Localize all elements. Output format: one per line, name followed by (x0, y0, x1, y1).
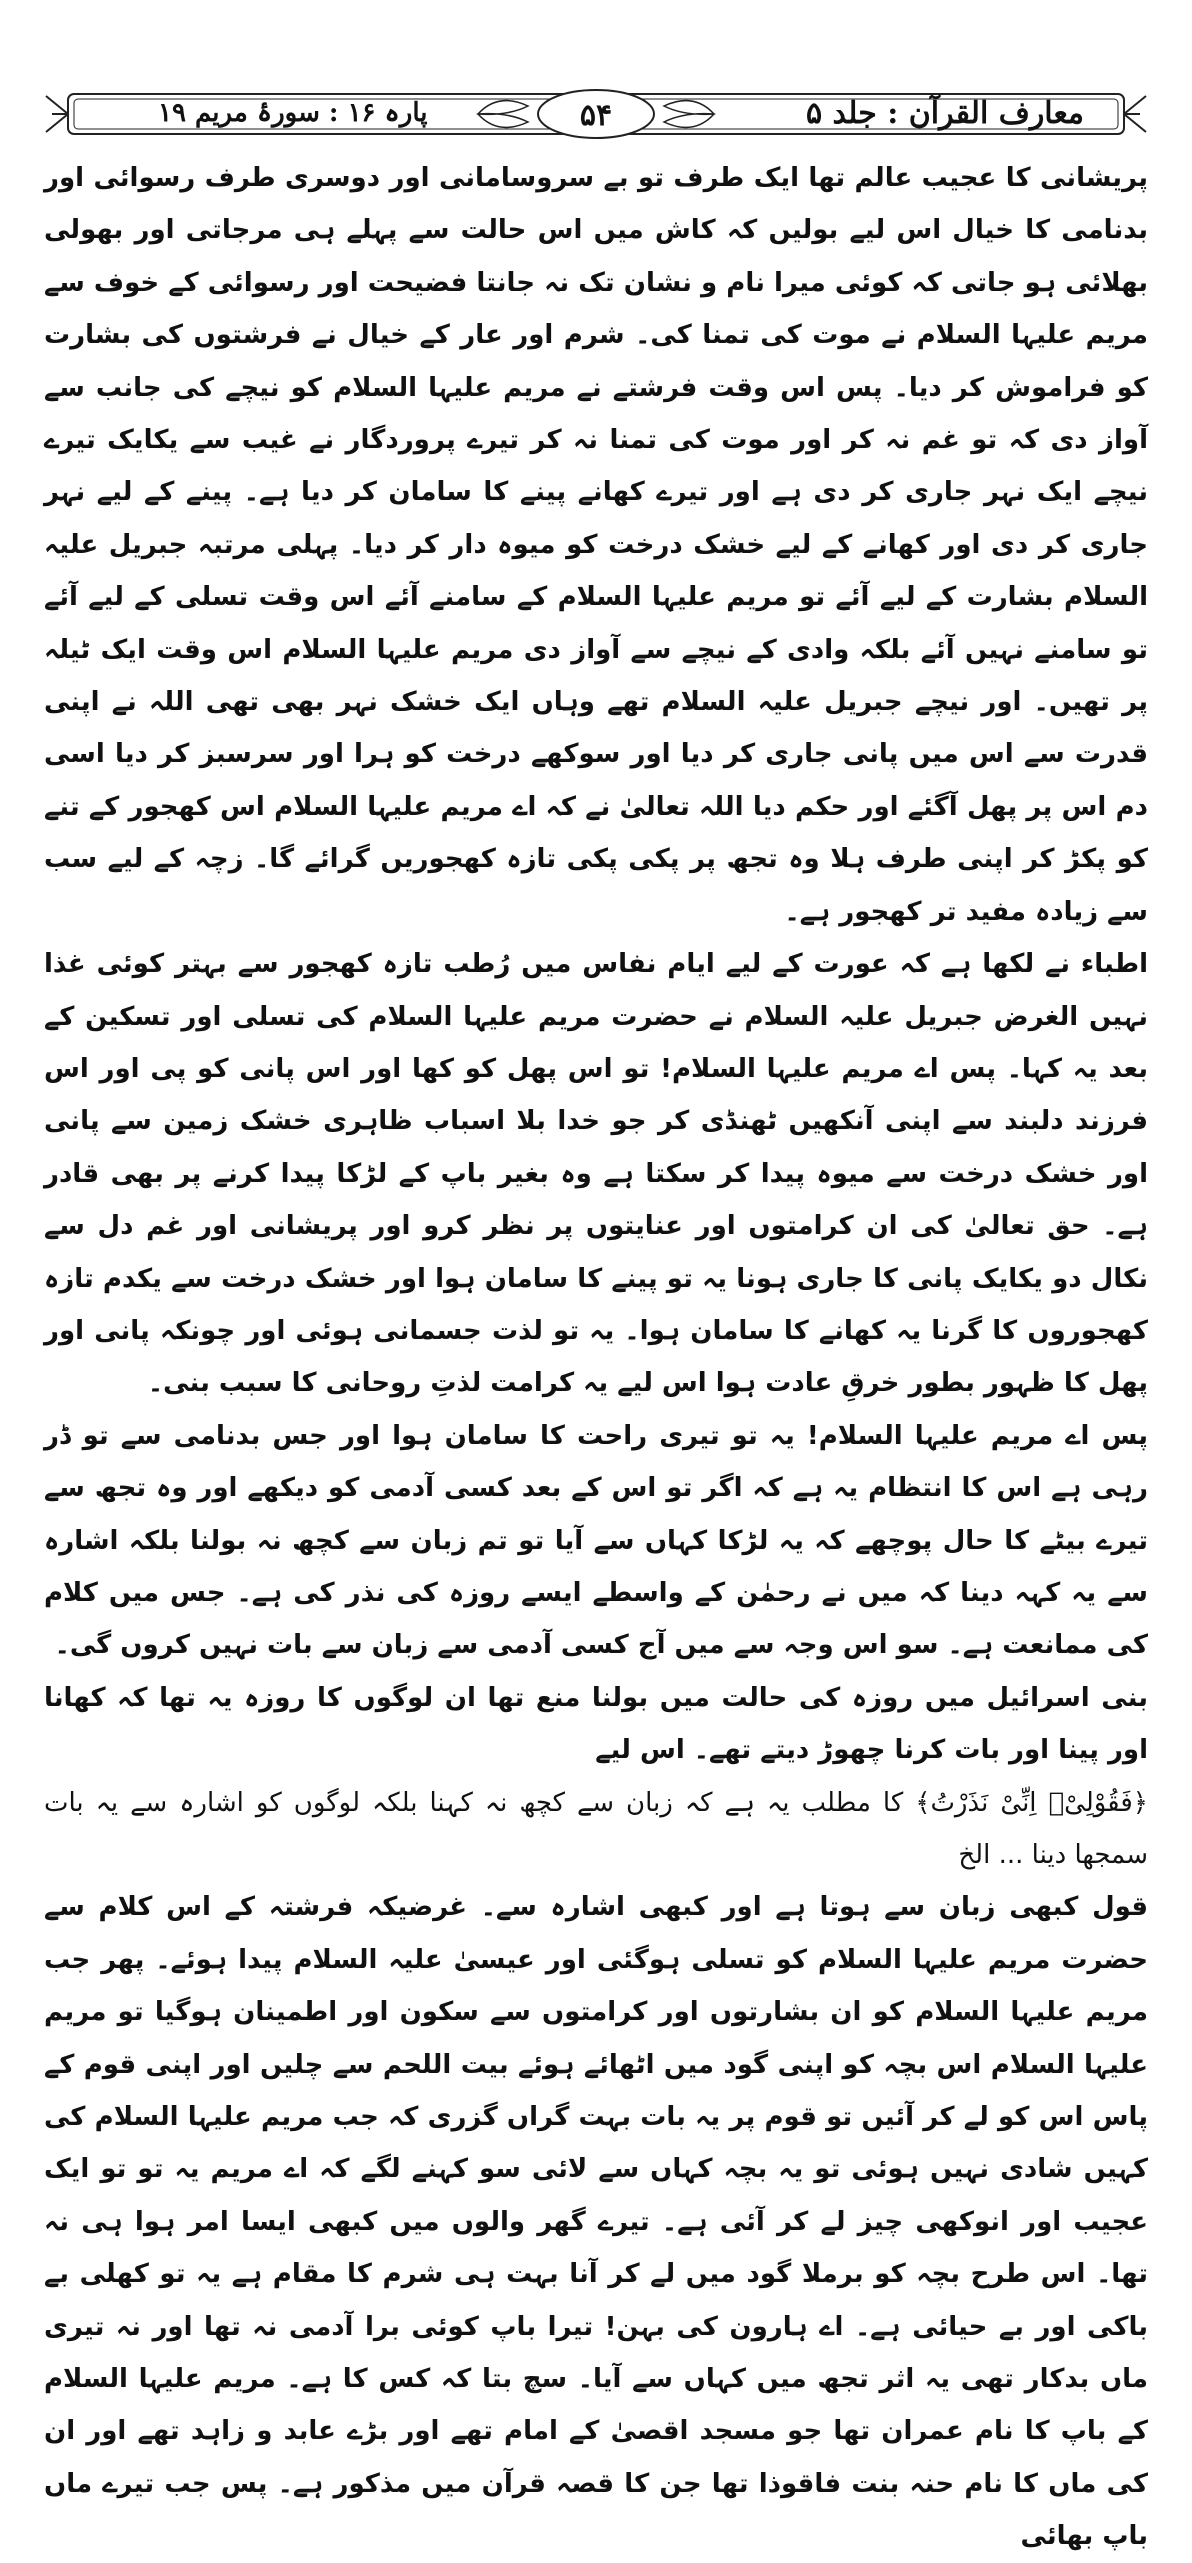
page-body (44, 152, 1148, 2563)
paragraph: پریشانی کا عجیب عالم تھا ایک طرف تو بے سروسامانی اور دوسری طرف رسوائی اور بدنامی کا خیال اس لیے بولیں کہ کاش میں اس حالت سے پہلے ہی مرجاتی اور بھولی بھلائی ہو جاتی کہ کوئی میرا نام و نشان تک نہ جانتا فضیحت اور رسوائی کے خوف سے مریم علیہا السلام نے موت کی تمنا کی۔ شرم اور عار کے خیال نے فرشتوں کی بشارت کو فراموش کر دیا۔ پس اس وقت فرشتے نے مریم علیہا السلام کو نیچے کی جانب سے آواز دی کہ تو غم نہ کر اور موت کی تمنا نہ کر تیرے پروردگار نے غیب سے یکایک تیرے نیچے ایک نہر جاری کر دی ہے اور تیرے کھانے پینے کا سامان کر دیا ہے۔ پینے کے لیے نہر جاری کر دی اور کھانے کے لیے خشک درخت کو میوہ دار کر دیا۔ پہلی مرتبہ جبریل علیہ السلام بشارت کے لیے آئے تو مریم علیہا السلام کے سامنے آئے اس وقت تسلی کے لیے آئے تو سامنے نہیں آئے بلکہ وادی کے نیچے سے آواز دی مریم علیہا السلام اس وقت ایک ٹیلہ پر تھیں۔ اور نیچے جبریل علیہ السلام تھے وہاں ایک خشک نہر بھی تھی اللہ نے اپنی قدرت سے اس میں پانی جاری کر دیا اور سوکھے درخت کو ہرا اور سرسبز کر دیا اسی دم اس پر پھل آگئے اور حکم دیا اللہ تعالیٰ نے کہ اے مریم علیہا السلام اس کھجور کے تنے کو پکڑ کر اپنی طرف ہلا وہ تجھ پر پکی پکی تازہ کھجوریں گرائے گا۔ زچہ کے لیے سب سے زیادہ مفید تر کھجور ہے۔ (44, 163, 1148, 927)
quran-quote-paragraph: ﴿فَقُوْلِیْۤ اِنِّیْ نَذَرْتُ﴾ کا مطلب یہ ہے کہ زبان سے کچھ نہ کہنا بلکہ لوگوں کو اشارہ سے یہ بات سمجھا دینا ... الخ (44, 1787, 1148, 1870)
paragraph: اطباء نے لکھا ہے کہ عورت کے لیے ایام نفاس میں رُطب تازہ کھجور سے بہتر کوئی غذا نہیں الغرض جبریل علیہ السلام نے حضرت مریم علیہا السلام کی تسلی اور تسکین کے بعد یہ کہا۔ پس اے مریم علیہا السلام! تو اس پھل کو کھا اور اس پانی کو پی اور اس فرزند دلبند سے اپنی آنکھیں ٹھنڈی کر جو خدا بلا اسباب ظاہری خشک زمین سے پانی اور خشک درخت سے میوہ پیدا کر سکتا ہے وہ بغیر باپ کے لڑکا پیدا کرنے پر بھی قادر ہے۔ حق تعالیٰ کی ان کرامتوں اور عنایتوں پر نظر کرو اور پریشانی اور غم دل سے نکال دو یکایک پانی کا جاری ہونا یہ تو پینے کا سامان ہوا اور خشک درخت سے یکدم تازہ کھجوروں کا گرنا یہ کھانے کا سامان ہوا۔ یہ تو لذت جسمانی ہوئی اور چونکہ پانی اور پھل کا ظہور بطور خرقِ عادت ہوا اس لیے یہ کرامت لذتِ روحانی کا سبب بنی۔ (44, 949, 1148, 1399)
para-surah-label: پارہ ۱۶ : سورۂ مریم ۱۹ (158, 98, 428, 128)
book-volume-title: معارف القرآن : جلد ۵ (805, 96, 1084, 131)
paragraph: بنی اسرائیل میں روزہ کی حالت میں بولنا منع تھا ان لوگوں کا روزہ یہ تھا کہ کھانا اور پینا اور بات کرنا چھوڑ دیتے تھے۔ اس لیے (44, 1682, 1148, 1766)
page-number: ۵۴ (579, 98, 613, 133)
page-header (38, 88, 1154, 140)
paragraph: پس اے مریم علیہا السلام! یہ تو تیری راحت کا سامان ہوا اور جس بدنامی سے تو ڈر رہی ہے اس کا انتظام یہ ہے کہ اگر تو اس کے بعد کسی آدمی کو دیکھے اور وہ تجھ سے تیرے بیٹے کا حال پوچھے کہ یہ لڑکا کہاں سے آیا تو تم زبان سے کچھ نہ بولنا بلکہ اشارہ سے یہ کہہ دینا کہ میں نے رحمٰن کے واسطے ایسے روزہ کی نذر کی ہے۔ جس میں کلام کی ممانعت ہے۔ سو اس وجہ سے میں آج کسی آدمی سے زبان سے بات نہیں کروں گی۔ (44, 1420, 1148, 1661)
paragraph: قول کبھی زبان سے ہوتا ہے اور کبھی اشارہ سے۔ غرضیکہ فرشتہ کے اس کلام سے حضرت مریم علیہا السلام کو تسلی ہوگئی اور عیسیٰ علیہ السلام پیدا ہوئے۔ پھر جب مریم علیہا السلام کو ان بشارتوں اور کرامتوں سے سکون اور اطمینان ہوگیا تو مریم علیہا السلام اس بچہ کو اپنی گود میں اٹھائے ہوئے بیت اللحم سے چلیں اور اپنی قوم کے پاس اس کو لے کر آئیں تو قوم پر یہ بات بہت گراں گزری کہ جب مریم علیہا السلام کی کہیں شادی نہیں ہوئی تو یہ بچہ کہاں سے لائی سو کہنے لگے کہ اے مریم یہ تو تو ایک عجیب اور انوکھی چیز لے کر آئی ہے۔ تیرے گھر والوں میں کبھی ایسا امر ہوا ہی نہ تھا۔ اس طرح بچہ کو برملا گود میں لے کر آنا بہت ہی شرم کا مقام ہے یہ تو کھلی بے باکی اور بے حیائی ہے۔ اے ہارون کی بہن! تیرا باپ کوئی برا آدمی نہ تھا اور نہ تیری ماں بدکار تھی یہ اثر تجھ میں کہاں سے آیا۔ سچ بتا کہ کس کا ہے۔ مریم علیہا السلام کے باپ کا نام عمران تھا جو مسجد اقصیٰ کے امام تھے اور بڑے عابد و زاہد تھے اور ان کی ماں کا نام حنہ بنت فاقوذا تھا جن کا قصہ قرآن میں مذکور ہے۔ پس جب تیرے ماں باپ بھائی (44, 1892, 1148, 2552)
